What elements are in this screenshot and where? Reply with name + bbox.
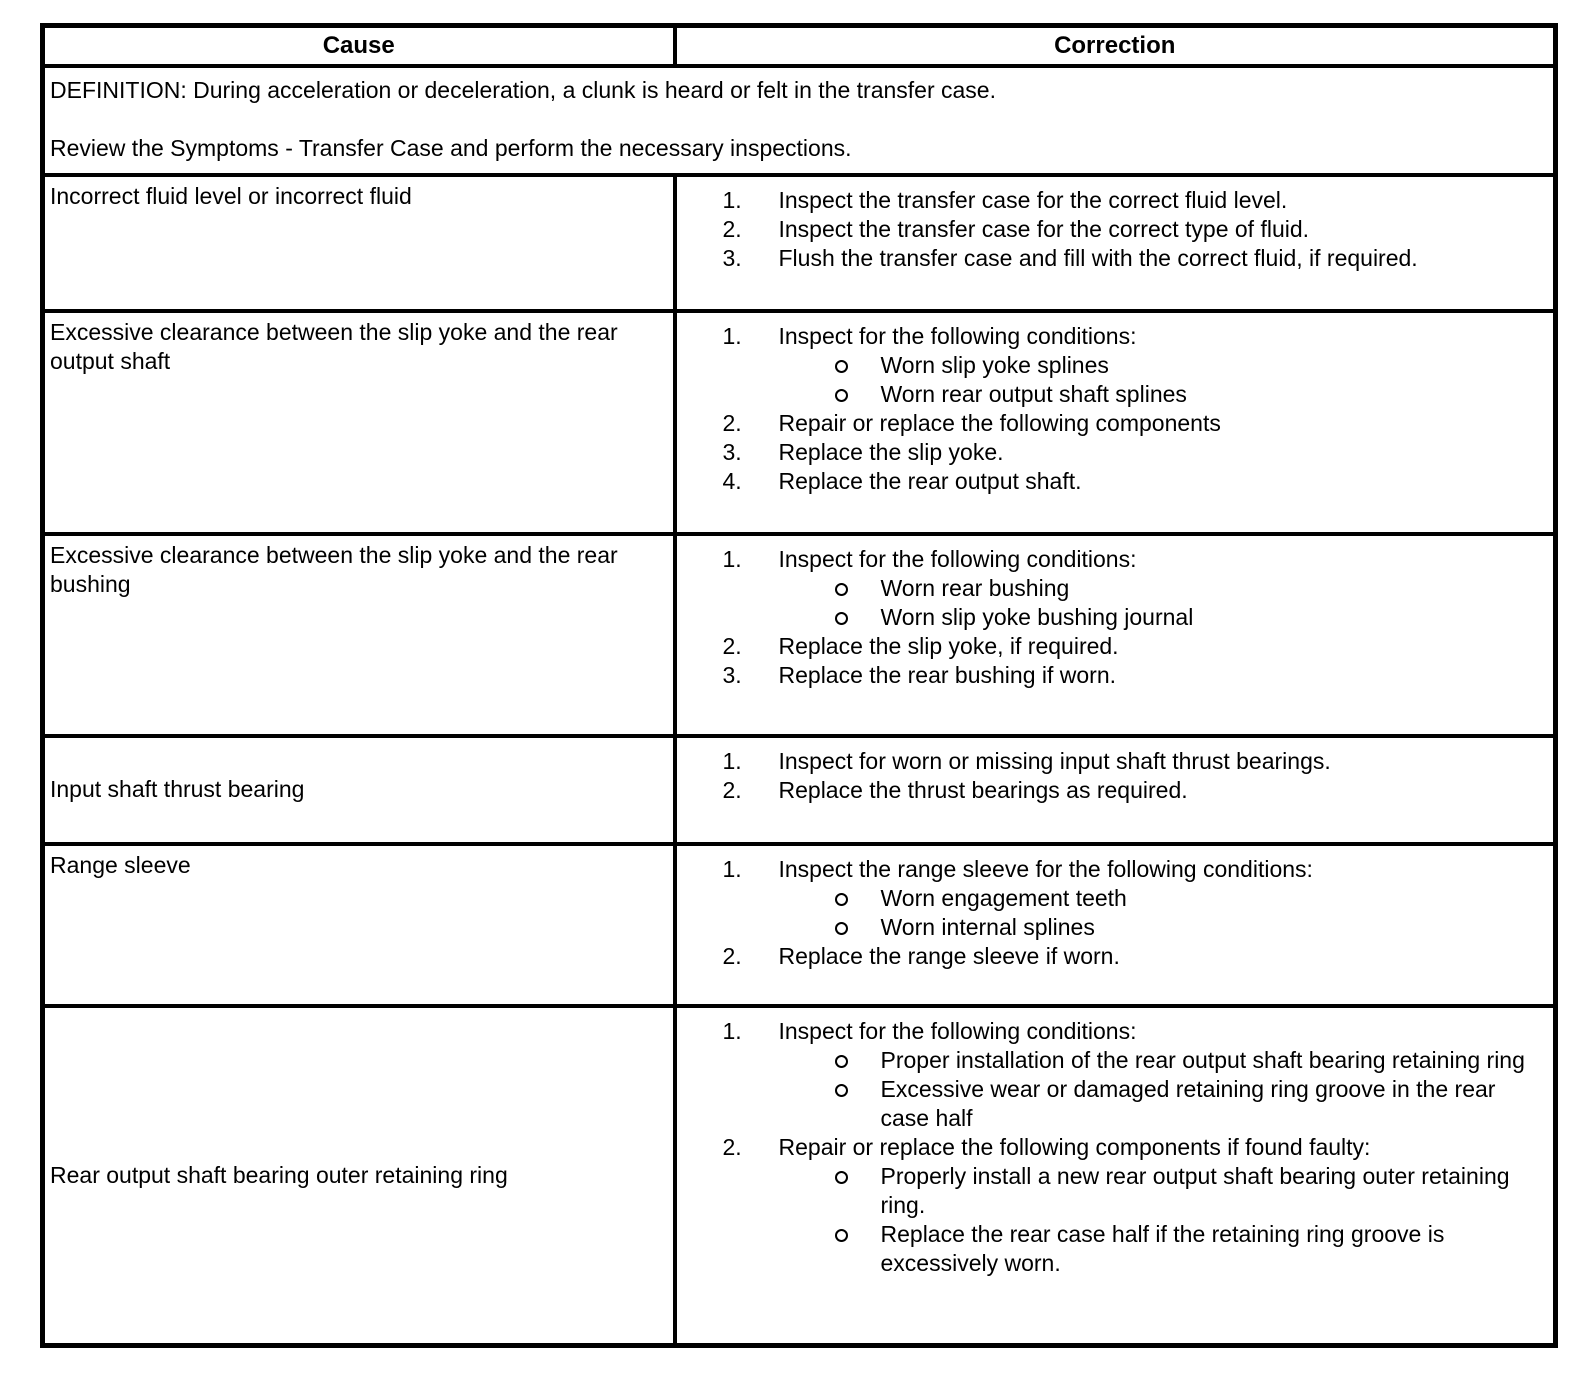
step-text: Replace the rear case half if the retaining ring groove is excessively worn. (880, 1220, 1445, 1276)
correction-cell (675, 1006, 1556, 1346)
step-number: 1. (722, 747, 742, 774)
step-number: 2. (722, 215, 742, 242)
step-text: Replace the range sleeve if worn. (778, 942, 1120, 969)
step-number: 1. (722, 186, 742, 213)
step-number: 3. (722, 244, 742, 271)
table-row (43, 534, 1556, 736)
step-text: Replace the thrust bearings as required. (778, 776, 1188, 803)
correction-step (677, 409, 1542, 438)
correction-cell (675, 844, 1556, 1006)
spacer (50, 105, 1545, 134)
step-text: Properly install a new rear output shaft bearing outer retaining ring. (880, 1162, 1510, 1218)
correction-sub-item (677, 603, 1542, 632)
step-text: Inspect for the following conditions: (778, 322, 1137, 349)
correction-sub-item (677, 1046, 1542, 1075)
step-text: Worn rear bushing (880, 574, 1070, 601)
correction-step (677, 632, 1542, 661)
correction-step (677, 322, 1542, 351)
step-text: Replace the rear bushing if worn. (778, 661, 1117, 688)
circle-bullet-icon (835, 1075, 881, 1097)
correction-sub-item (677, 1075, 1542, 1133)
cause-cell (43, 844, 675, 1006)
correction-step (677, 186, 1542, 215)
step-number: 4. (722, 467, 742, 494)
cause-text: Input shaft thrust bearing (50, 776, 305, 802)
correction-cell (675, 175, 1556, 311)
troubleshooting-table (40, 23, 1558, 1348)
correction-step (677, 747, 1542, 776)
step-text: Inspect for worn or missing input shaft thrust bearings. (778, 747, 1331, 774)
definition-row (43, 66, 1556, 175)
correction-step (677, 545, 1542, 574)
step-number: 1. (722, 322, 742, 349)
circle-bullet-icon (835, 1162, 881, 1184)
cause-cell (43, 534, 675, 736)
correction-step (677, 1133, 1542, 1162)
step-number: 3. (722, 661, 742, 688)
table-row (43, 175, 1556, 311)
step-text: Worn internal splines (880, 913, 1095, 940)
correction-sub-item (677, 380, 1542, 409)
step-text: Replace the slip yoke, if required. (778, 632, 1119, 659)
definition-cell (43, 66, 1556, 175)
correction-sub-item (677, 1220, 1542, 1278)
circle-bullet-icon (835, 884, 881, 906)
circle-bullet-icon (835, 380, 881, 402)
cause-text: Range sleeve (50, 851, 191, 878)
review-symptoms-text: Review the Symptoms - Transfer Case and perform the necessary inspections. (50, 134, 852, 161)
correction-step (677, 438, 1542, 467)
cause-cell (43, 1006, 675, 1346)
step-text: Proper installation of the rear output shaft bearing retaining ring (880, 1046, 1525, 1073)
correction-step (677, 467, 1542, 496)
step-number: 2. (722, 409, 742, 436)
cause-text: Rear output shaft bearing outer retaining ring (50, 1161, 508, 1188)
correction-step (677, 1017, 1542, 1046)
step-text: Repair or replace the following components if found faulty: (778, 1133, 1371, 1160)
definition-text: DEFINITION: During acceleration or deceleration, a clunk is heard or felt in the transfer case. (50, 76, 996, 103)
correction-sub-item (677, 913, 1542, 942)
circle-bullet-icon (835, 351, 881, 373)
cause-text: Excessive clearance between the slip yoke and the rear bushing (50, 541, 618, 597)
step-text: Repair or replace the following components (778, 409, 1221, 436)
correction-column-header: Correction (675, 26, 1556, 66)
step-number: 3. (722, 438, 742, 465)
header-row (43, 26, 1556, 66)
table-row (43, 844, 1556, 1006)
step-number: 1. (722, 545, 742, 572)
cause-text: Incorrect fluid level or incorrect fluid (50, 182, 412, 209)
circle-bullet-icon (835, 603, 881, 625)
step-text: Worn rear output shaft splines (880, 380, 1187, 407)
correction-step (677, 215, 1542, 244)
step-text: Worn slip yoke bushing journal (880, 603, 1194, 630)
table-row (43, 1006, 1556, 1346)
correction-sub-item (677, 351, 1542, 380)
step-number: 2. (722, 632, 742, 659)
step-text: Replace the slip yoke. (778, 438, 1004, 465)
step-text: Inspect the transfer case for the correct fluid level. (778, 186, 1288, 213)
step-text: Replace the rear output shaft. (778, 467, 1082, 494)
circle-bullet-icon (835, 1046, 881, 1068)
correction-step (677, 661, 1542, 690)
correction-cell (675, 311, 1556, 534)
circle-bullet-icon (835, 574, 881, 596)
step-number: 2. (722, 1133, 742, 1160)
correction-sub-item (677, 884, 1542, 913)
correction-step (677, 776, 1542, 805)
correction-sub-item (677, 1162, 1542, 1220)
step-number: 2. (722, 942, 742, 969)
correction-step (677, 244, 1542, 273)
step-text: Inspect the range sleeve for the following conditions: (778, 855, 1313, 882)
step-text: Excessive wear or damaged retaining ring groove in the rear case half (880, 1075, 1496, 1131)
correction-cell (675, 736, 1556, 844)
cause-cell (43, 311, 675, 534)
step-text: Flush the transfer case and fill with the correct fluid, if required. (778, 244, 1418, 271)
step-text: Worn slip yoke splines (880, 351, 1109, 378)
step-text: Inspect the transfer case for the correct type of fluid. (778, 215, 1310, 242)
correction-step (677, 942, 1542, 971)
step-number: 1. (722, 1017, 742, 1044)
correction-step (677, 855, 1542, 884)
circle-bullet-icon (835, 1220, 881, 1242)
cause-cell (43, 175, 675, 311)
cause-text: Excessive clearance between the slip yoke and the rear output shaft (50, 318, 618, 374)
step-text: Inspect for the following conditions: (778, 545, 1137, 572)
step-number: 2. (722, 776, 742, 803)
step-number: 1. (722, 855, 742, 882)
cause-column-header: Cause (43, 26, 675, 66)
correction-cell (675, 534, 1556, 736)
circle-bullet-icon (835, 913, 881, 935)
step-text: Worn engagement teeth (880, 884, 1127, 911)
step-text: Inspect for the following conditions: (778, 1017, 1137, 1044)
table-row (43, 736, 1556, 844)
table-row (43, 311, 1556, 534)
cause-cell (43, 736, 675, 844)
correction-sub-item (677, 574, 1542, 603)
